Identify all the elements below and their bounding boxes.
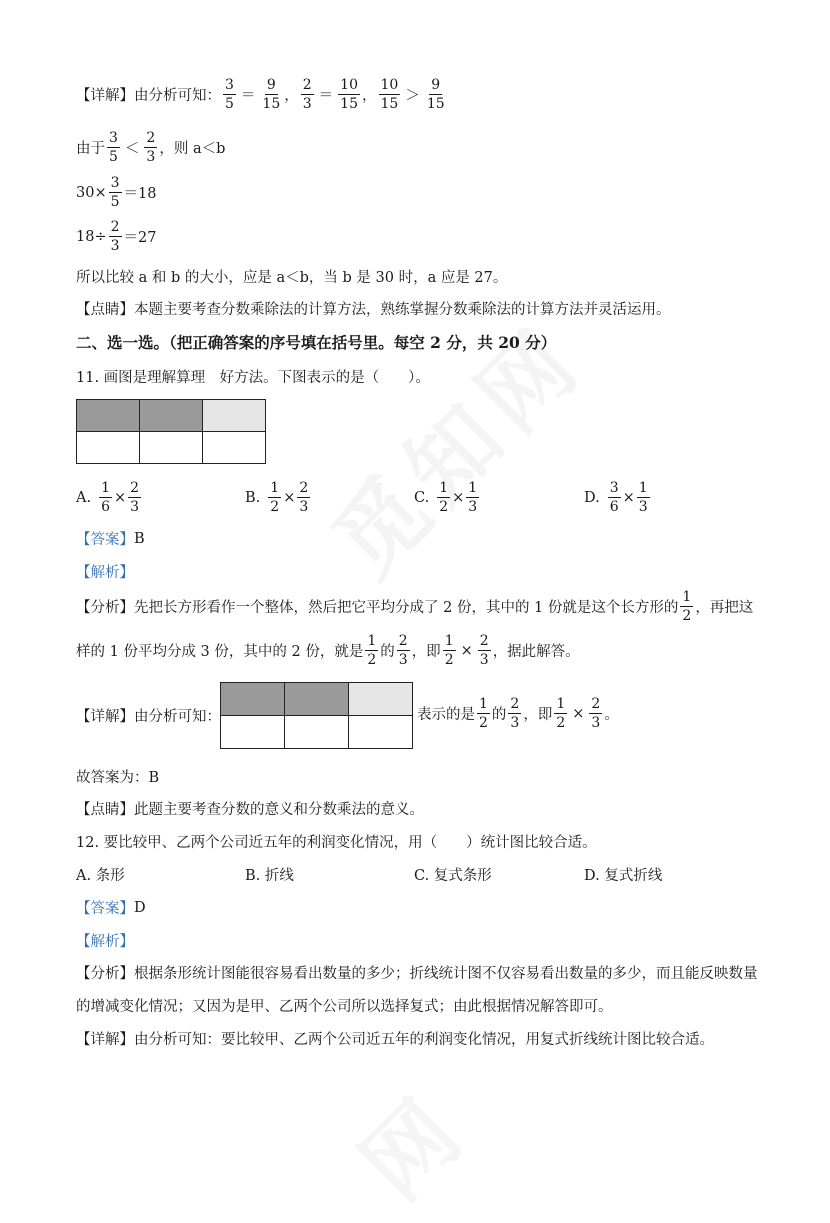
line4-suffix: ＝27 [123,230,157,246]
answer-label: 【答案】 [76,532,134,548]
q12-detail [76,1028,714,1049]
q11-detail-label [76,705,221,726]
q11-detail-after: 表示的是 $\frac{1}{2}$ 的 $\frac{2}{3}$ ，即 $\frac{1}{2}$ × $\frac{2}{3}$ 。 [417,696,619,731]
cell-empty [140,432,203,464]
line3-suffix: ＝18 [123,186,157,202]
q11-analyze-line2: 样的 1 份平均分成 3 份，其中的 2 份，就是 $\frac{1}{2}$ 的 $\frac{2}{3}$ ，即 $\frac{1}{2}$ × $\frac{2}{3}$ ，据此解答。 [76,633,580,668]
q11-final: 故答案为：B [76,770,160,786]
cell-empty [203,432,266,464]
q10-conclusion: 所以比较 a 和 b 的大小，应是 a＜b，当 b 是 30 时，a 应是 27。 [76,270,508,286]
cell-light [349,683,413,716]
point-label: 【点睛】 [76,302,134,318]
cell-light [203,400,266,432]
q11-point [76,798,424,819]
q11-rect-diagram [76,399,266,464]
q10-detail-line: 【详解】 由分析可知： $\frac{3}{5}$ ＝ $\frac{9}{15}$ ， $\frac{2}{3}$ ＝ $\frac{10}{15}$ ， $\frac{10}{15}$ ＞ $\frac{9}{15}$ [76,77,445,112]
fraction-2-3-c: $\frac{2}{3}$ [146,130,156,165]
analyze-text: 的 [380,644,395,660]
option-b[interactable] [245,481,312,514]
fraction-2-3: $\frac{2}{3}$ [479,633,489,668]
option-d[interactable] [584,481,652,514]
cell-shaded [221,683,285,716]
fraction-1-2: $\frac{1}{2}$ [367,633,377,668]
analyze-text: ，即 [411,644,441,660]
option-a[interactable] [76,481,143,514]
detail-label: 【详解】 [76,709,134,725]
times-sign: × [283,489,296,506]
point-text: 此题主要考查分数的意义和分数乘法的意义。 [134,802,424,818]
fraction-2-3: $\frac{2}{3}$ [510,696,520,731]
detail-label: 【详解】 [76,88,134,104]
fraction-9-15: $\frac{9}{15}$ [262,77,281,112]
q10-line4 [76,220,156,253]
detail-text: 由分析可知：要比较甲、乙两个公司近五年的利润变化情况，用复式折线统计图比较合适。 [134,1032,714,1048]
q10-line2: 由于 $\frac{3}{5}$ ＜ $\frac{2}{3}$ ，则 a＜b [76,130,226,165]
answer-value: D [134,899,146,916]
option-frac-1: $\frac{1}{2}$ [439,480,449,515]
answer-value: B [134,530,145,547]
option-frac-2: $\frac{1}{3}$ [638,480,648,515]
analyze-label: 【分析】 [76,600,134,616]
fraction-3-5-d: $\frac{3}{5}$ [110,175,120,210]
option-letter: A. [76,489,92,506]
cell-empty [285,716,349,749]
fraction-1-2: $\frac{1}{2}$ [682,589,692,624]
option-letter: B. [245,489,261,506]
fraction-2-3: $\frac{2}{3}$ [591,696,601,731]
q11-stem: 11. 画图是理解算理 好方法。下图表示的是（ ）。 [76,370,430,386]
cell-empty [77,432,140,464]
option-letter: D. [584,489,600,506]
analyze-text: ，据此解答。 [492,644,580,660]
answer-label: 【答案】 [76,901,134,917]
analyze-text: 样的 1 份平均分成 3 份，其中的 2 份，就是 [76,644,364,660]
option-c[interactable] [414,481,481,514]
times-sign: × [452,489,465,506]
fraction-10-15: $\frac{10}{15}$ [340,77,358,112]
q11-analyze-line1 [76,590,753,623]
option-frac-2: $\frac{1}{3}$ [468,480,478,515]
detail-label: 【详解】 [76,1032,134,1048]
fraction-1-2: $\frac{1}{2}$ [479,696,488,731]
analyze-label: 【分析】 [76,966,134,982]
cell-empty [349,716,413,749]
fraction-3-5: $\frac{3}{5}$ [225,77,234,112]
detail-text: 由分析可知： [134,88,221,104]
point-text: 本题主要考查分数乘除法的计算方法，熟练掌握分数乘除法的计算方法并灵活运用。 [134,302,671,318]
times-sign: × [622,489,635,506]
cell-shaded [140,400,203,432]
q12-option-a[interactable]: A. 条形 [76,868,125,884]
q12-option-c[interactable]: C. 复式条形 [414,868,492,884]
cell-shaded [77,400,140,432]
q12-analyze-line1 [76,962,758,983]
q12-option-d[interactable]: D. 复式折线 [584,868,663,884]
fraction-1-2: $\frac{1}{2}$ [444,633,454,668]
fraction-10-15b: $\frac{10}{15}$ [380,77,399,112]
option-frac-2: $\frac{2}{3}$ [299,480,309,515]
cell-shaded [285,683,349,716]
fraction-2-3: $\frac{2}{3}$ [398,633,408,668]
line3-prefix: 30× [76,184,107,201]
detail-ji: ，即 [523,707,553,723]
q11-answer [76,528,145,549]
fraction-1-2: $\frac{1}{2}$ [556,696,566,731]
analyze-text: 先把长方形看作一个整体，然后把它平均分成了 2 份，其中的 1 份就是这个长方形的 [134,600,679,616]
times-sign: × [114,489,127,506]
q12-analysis-label: 【解析】 [76,934,134,950]
option-frac-1: $\frac{1}{2}$ [270,480,280,515]
q12-analyze-line2: 的增减变化情况；又因为是甲、乙两个公司所以选择复式；由此根据情况解答即可。 [76,999,613,1015]
line2-suffix: ，则 a＜b [159,141,226,157]
q10-line3 [76,176,156,209]
fraction-2-3: $\frac{2}{3}$ [302,77,312,112]
option-letter: C. [414,489,430,506]
option-frac-1: $\frac{1}{6}$ [101,480,111,515]
section2-heading: 二、选一选。（把正确答案的序号填在括号里。每空 2 分，共 20 分） [76,333,557,352]
q11-detail-diagram [220,682,413,749]
detail-de: 的 [491,707,507,723]
analyze-text: 根据条形统计图能很容易看出数量的多少；折线统计图不仅容易看出数量的多少，而且能反映数量 [134,966,758,982]
fraction-3-5-c: $\frac{3}{5}$ [109,130,118,165]
detail-after-text: 表示的是 [417,707,475,723]
watermark-bottom [327,1067,483,1223]
option-frac-2: $\frac{2}{3}$ [130,480,140,515]
analyze-text-end: ，再把这 [695,600,754,616]
point-label: 【点睛】 [76,802,134,818]
q12-stem: 12. 要比较甲、乙两个公司近五年的利润变化情况，用（ ）统计图比较合适。 [76,835,597,851]
cell-empty [221,716,285,749]
q12-option-b[interactable]: B. 折线 [245,868,294,884]
q10-point [76,298,671,319]
fraction-9-15b: $\frac{9}{15}$ [426,77,445,112]
line4-prefix: 18÷ [76,228,107,245]
detail-end: 。 [604,707,619,723]
q11-analysis-label: 【解析】 [76,565,134,581]
option-frac-1: $\frac{3}{6}$ [609,480,619,515]
line2-prefix: 由于 [76,141,105,157]
detail-text: 由分析可知： [134,709,221,725]
q12-answer [76,897,146,918]
fraction-2-3-d: $\frac{2}{3}$ [110,219,120,254]
